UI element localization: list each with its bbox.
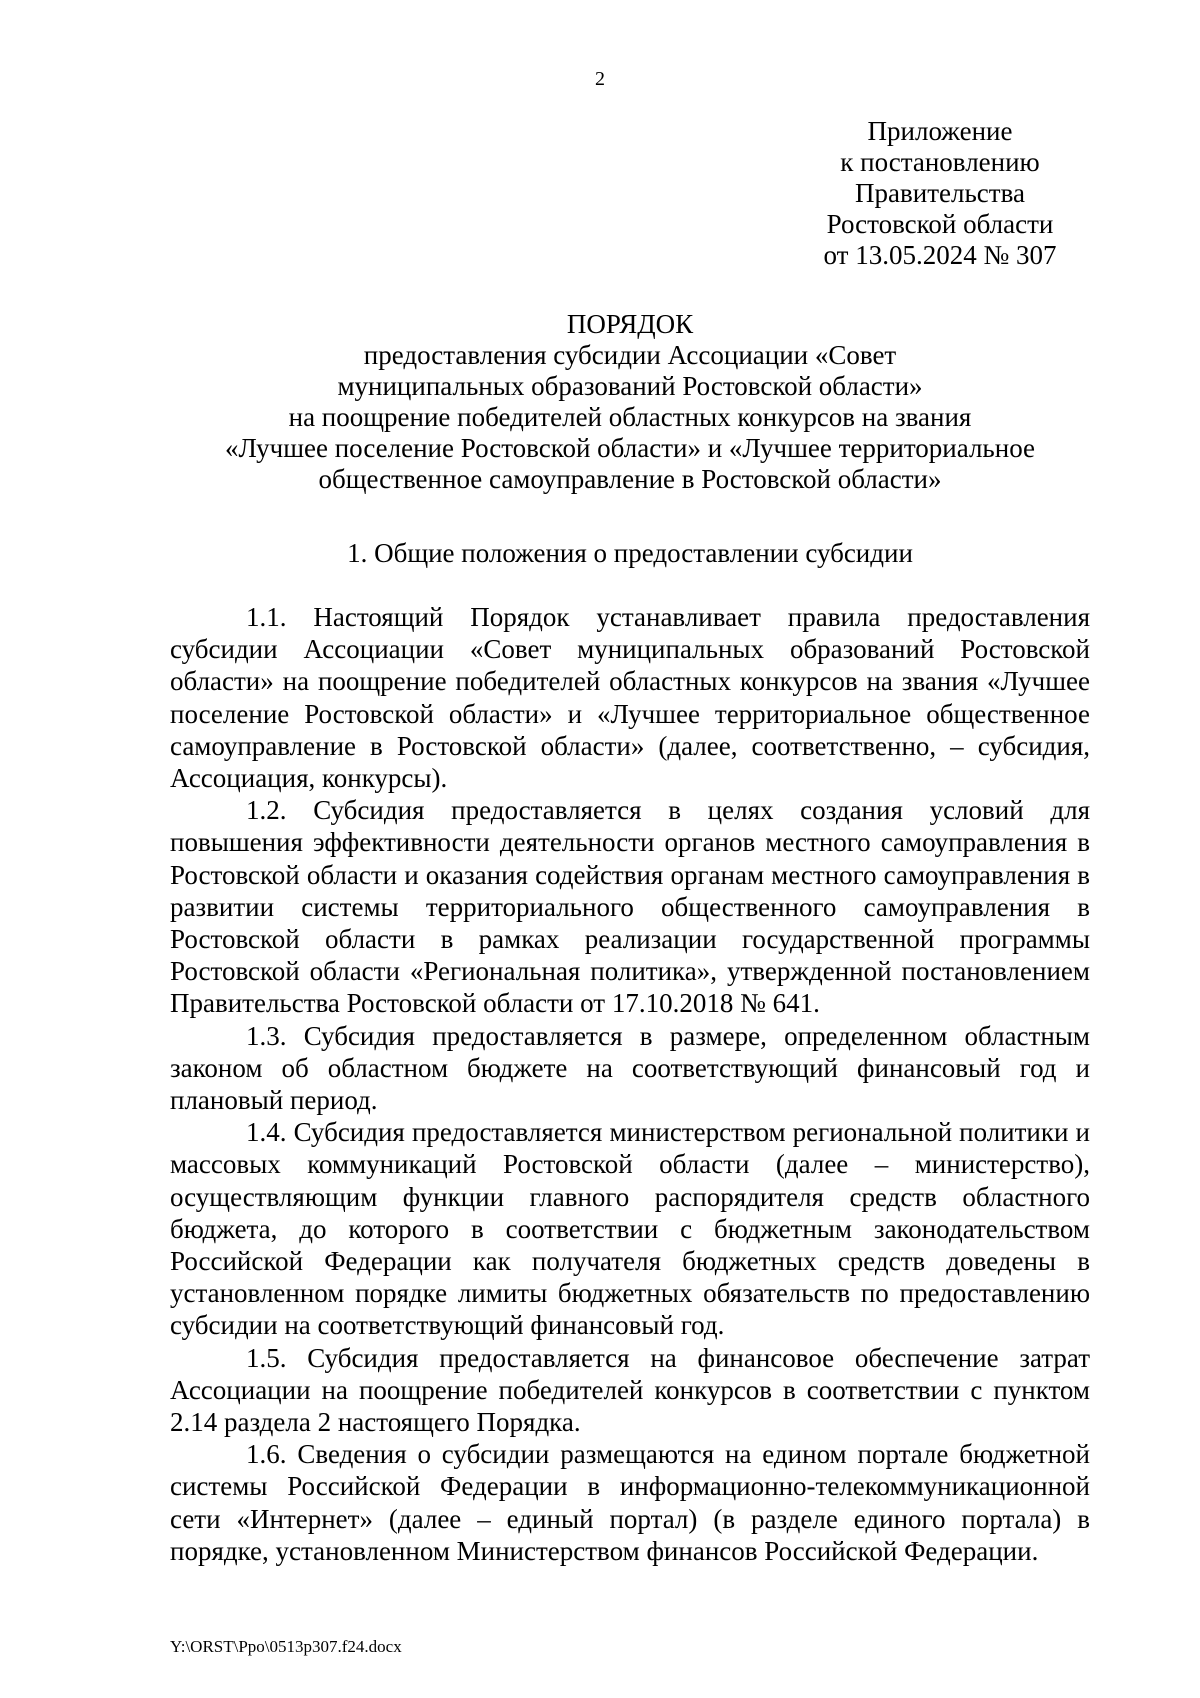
appendix-line: Ростовской области	[826, 209, 1054, 239]
paragraph-1-4: 1.4. Субсидия предоставляется министерством региональной политики и массовых коммуникаций Ростовской области (далее – министерство), осуществляющим функции главного распорядителя средств областного бюджета, до которого в соответствии с бюджетным законодательством Российской Федерации как получателя бюджетных средств доведены в установленном порядке лимиты бюджетных обязательств по предоставлению субсидии на соответствующий финансовый год.	[170, 1117, 1090, 1341]
title-line: муниципальных образований Ростовской области»	[337, 371, 923, 401]
page-number: 2	[595, 68, 605, 90]
paragraph-1-5: 1.5. Субсидия предоставляется на финансовое обеспечение затрат Ассоциации на поощрение победителей конкурсов в соответствии с пунктом 2.14 раздела 2 настоящего Порядка.	[170, 1342, 1090, 1438]
paragraph-1-3: 1.3. Субсидия предоставляется в размере, определенном областным законом об областном бюджете на соответствующий финансовый год и плановый период.	[170, 1020, 1090, 1116]
title-line: общественное самоуправление в Ростовской области»	[318, 464, 942, 494]
appendix-line: Приложение	[867, 116, 1013, 146]
appendix-line: к постановлению	[840, 147, 1040, 177]
paragraph-1-1: 1.1. Настоящий Порядок устанавливает правила предоставления субсидии Ассоциации «Совет муниципальных образований Ростовской области» на поощрение победителей областных конкурсов на звания «Лучшее поселение Ростовской области» и «Лучшее территориальное общественное самоуправление в Ростовской области» (далее, соответственно, – субсидия, Ассоциация, конкурсы).	[170, 602, 1090, 794]
section-heading: 1. Общие положения о предоставлении субсидии	[347, 538, 913, 568]
title-line: «Лучшее поселение Ростовской области» и «Лучшее территориальное	[224, 433, 1036, 463]
title-line: на поощрение победителей областных конкурсов на звания	[288, 402, 972, 432]
title-line: предоставления субсидии Ассоциации «Совет	[363, 340, 897, 370]
section-body	[170, 601, 1090, 1567]
paragraph-1-6: 1.6. Сведения о субсидии размещаются на едином портале бюджетной системы Российской Федерации в информационно-телекоммуникационной сети «Интернет» (далее – единый портал) (в разделе единого портала) в порядке, установленном Министерством финансов Российской Федерации.	[170, 1439, 1090, 1566]
appendix-block	[790, 116, 1090, 271]
appendix-line: от 13.05.2024 № 307	[823, 240, 1057, 270]
title-heading: ПОРЯДОК	[566, 309, 694, 339]
document-title	[170, 309, 1090, 495]
appendix-line: Правительства	[855, 178, 1025, 208]
footer-file-path: Y:\ORST\Ppo\0513p307.f24.docx	[170, 1637, 402, 1656]
paragraph-1-2: 1.2. Субсидия предоставляется в целях создания условий для повышения эффективности деятельности органов местного самоуправления в Ростовской области и оказания содействия органам местного самоуправления в развитии системы территориального общественного самоуправления в Ростовской области в рамках реализации государственной программы Ростовской области «Региональная политика», утвержденной постановлением Правительства Ростовской области от 17.10.2018 № 641.	[170, 795, 1090, 1019]
